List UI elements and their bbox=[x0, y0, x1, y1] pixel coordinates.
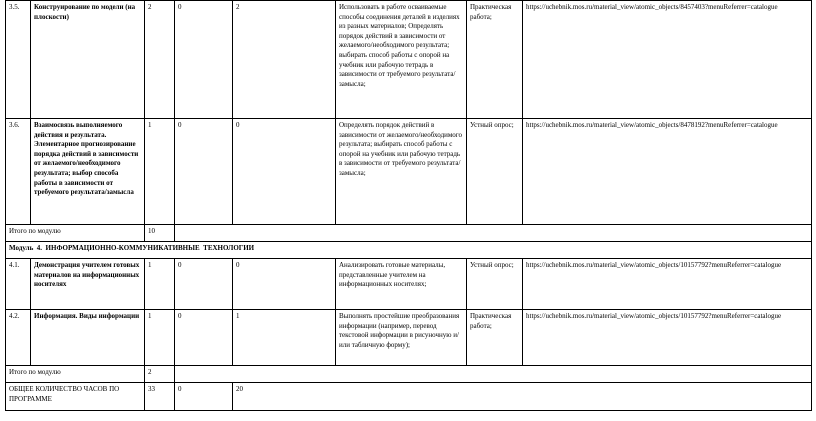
activities: Выполнять простейшие преобразования информации (например, перевод текстовой информации в рисуночную и/или табличную форму); bbox=[336, 310, 467, 366]
hours-practical: 0 bbox=[233, 119, 336, 225]
subtotal-value: 10 bbox=[145, 225, 175, 242]
subtotal-label: Итого по модулю bbox=[6, 225, 145, 242]
activities: Анализировать готовые материалы, представленные учителем на информационных носителях; bbox=[336, 259, 467, 310]
resource-link[interactable]: https://uchebnik.mos.ru/material_view/atomic_objects/8457403?menuReferrer=catalogue bbox=[523, 1, 812, 119]
topic-title: Информация. Виды информации bbox=[31, 310, 145, 366]
hours-total: 1 bbox=[145, 259, 175, 310]
control-form: Устный опрос; bbox=[467, 119, 523, 225]
topic-title: Взаимосвязь выполняемого действия и результата. Элементарное прогнозирование порядка действий в зависимости от желаемого/необходимого результата; выбор способа работы в зависимости от требуемого результата/замысла bbox=[31, 119, 145, 225]
hours-practical: 2 bbox=[233, 1, 336, 119]
grand-total-row bbox=[6, 383, 812, 411]
topic-title: Демонстрация учителем готовых материалов на информационных носителях bbox=[31, 259, 145, 310]
resource-link[interactable]: https://uchebnik.mos.ru/material_view/atomic_objects/10157792?menuReferrer=catalogue bbox=[523, 310, 812, 366]
table-row bbox=[6, 119, 812, 225]
table-row bbox=[6, 1, 812, 119]
row-number: 3.6. bbox=[6, 119, 31, 225]
grand-total-hours: 33 bbox=[145, 383, 175, 411]
row-number: 4.1. bbox=[6, 259, 31, 310]
subtotal-row bbox=[6, 366, 812, 383]
module-header-row bbox=[6, 242, 812, 259]
resource-link[interactable]: https://uchebnik.mos.ru/material_view/atomic_objects/8478192?menuReferrer=catalogue bbox=[523, 119, 812, 225]
hours-control: 0 bbox=[175, 310, 233, 366]
hours-control: 0 bbox=[175, 119, 233, 225]
hours-total: 1 bbox=[145, 310, 175, 366]
activities: Определять порядок действий в зависимости от желаемого/необходимого результата; выбирать способ работы с опорой на учебник или рабочую тетрадь в зависимости от требуемого результата/замысла; bbox=[336, 119, 467, 225]
subtotal-label: Итого по модулю bbox=[6, 366, 145, 383]
grand-total-control: 0 bbox=[175, 383, 233, 411]
subtotal-row bbox=[6, 225, 812, 242]
grand-total-practical: 20 bbox=[233, 383, 812, 411]
hours-practical: 1 bbox=[233, 310, 336, 366]
hours-control: 0 bbox=[175, 1, 233, 119]
subtotal-value: 2 bbox=[145, 366, 175, 383]
row-number: 4.2. bbox=[6, 310, 31, 366]
control-form: Практическая работа; bbox=[467, 310, 523, 366]
grand-total-label: ОБЩЕЕ КОЛИЧЕСТВО ЧАСОВ ПО ПРОГРАММЕ bbox=[6, 383, 145, 411]
hours-total: 1 bbox=[145, 119, 175, 225]
hours-practical: 0 bbox=[233, 259, 336, 310]
topic-title: Конструирование по модели (на плоскости) bbox=[31, 1, 145, 119]
row-number: 3.5. bbox=[6, 1, 31, 119]
resource-link[interactable]: https://uchebnik.mos.ru/material_view/atomic_objects/10157792?menuReferrer=catalogue bbox=[523, 259, 812, 310]
control-form: Практическая работа; bbox=[467, 1, 523, 119]
table-row bbox=[6, 310, 812, 366]
module-title: Модуль 4. ИНФОРМАЦИОННО-КОММУНИКАТИВНЫЕ ТЕХНОЛОГИИ bbox=[6, 242, 812, 259]
hours-control: 0 bbox=[175, 259, 233, 310]
hours-total: 2 bbox=[145, 1, 175, 119]
activities: Использовать в работе осваиваемые способы соединения деталей в изделиях из разных материалов; Определять порядок действий в зависимости от желаемого/необходимого результата; выбирать способ работы с опорой на учебник или рабочую тетрадь в зависимости от требуемого результата/замысла; bbox=[336, 1, 467, 119]
table-row bbox=[6, 259, 812, 310]
curriculum-table bbox=[5, 0, 812, 411]
control-form: Устный опрос; bbox=[467, 259, 523, 310]
